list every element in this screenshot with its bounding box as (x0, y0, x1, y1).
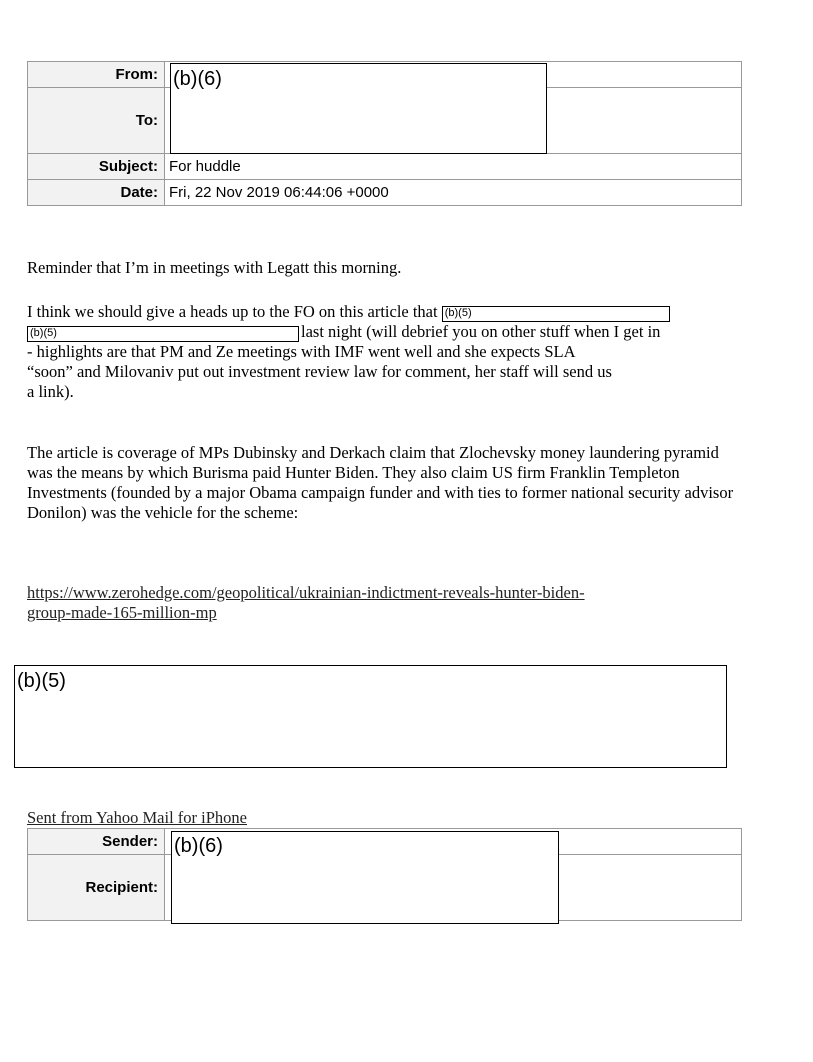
subject-value: For huddle (165, 154, 742, 180)
body-paragraph-1: Reminder that I’m in meetings with Legatt this morning. (27, 258, 402, 277)
recipient-label: Recipient: (28, 855, 165, 921)
article-link-line-1[interactable]: https://www.zerohedge.com/geopolitical/ukrainian-indictment-reveals-hunter-biden- (27, 583, 585, 602)
p2-line-4: “soon” and Milovaniv put out investment review law for comment, her staff will send us (27, 362, 612, 381)
redaction-code: (b)(6) (174, 835, 223, 857)
p2-line-3: - highlights are that PM and Ze meetings with IMF went well and she expects SLA (27, 342, 576, 361)
body-paragraph-3: The article is coverage of MPs Dubinsky and Derkach claim that Zlochevsky money laundering pyramid was the means by which Burisma paid Hunter Biden. They also claim US firm Franklin Templeton Investments (founded by a major Obama campaign funder and with ties to former national security advisor Donilon) was the vehicle for the scheme: (27, 443, 734, 522)
inline-redaction-a: (b)(5) (442, 306, 670, 322)
subject-row (28, 154, 742, 180)
p2-line-5: a link). (27, 382, 74, 401)
from-to-redaction-box (170, 63, 547, 154)
to-label: To: (28, 88, 165, 154)
sender-label: Sender: (28, 829, 165, 855)
signature[interactable] (27, 808, 747, 828)
inline-redaction-b: (b)(5) (27, 326, 299, 342)
body-paragraph-2 (27, 302, 747, 402)
date-row (28, 180, 742, 206)
article-link-line-2[interactable]: group-made-165-million-mp (27, 603, 217, 622)
from-label: From: (28, 62, 165, 88)
p2-text-start: I think we should give a heads up to the FO on this article that (27, 302, 442, 321)
date-value: Fri, 22 Nov 2019 06:44:06 +0000 (165, 180, 742, 206)
article-link[interactable] (27, 583, 747, 623)
p2-line-1 (27, 302, 747, 322)
subject-label: Subject: (28, 154, 165, 180)
p2-text-cont1: last night (will debrief you on other stuff when I get in (301, 322, 661, 341)
sender-recipient-redaction-box (171, 831, 559, 924)
redaction-code: (b)(6) (173, 68, 222, 90)
date-label: Date: (28, 180, 165, 206)
p2-line-2 (27, 322, 747, 342)
redaction-code: (b)(5) (17, 670, 66, 692)
large-redaction-box (14, 665, 727, 768)
signature-link[interactable]: Sent from Yahoo Mail for iPhone (27, 808, 247, 827)
